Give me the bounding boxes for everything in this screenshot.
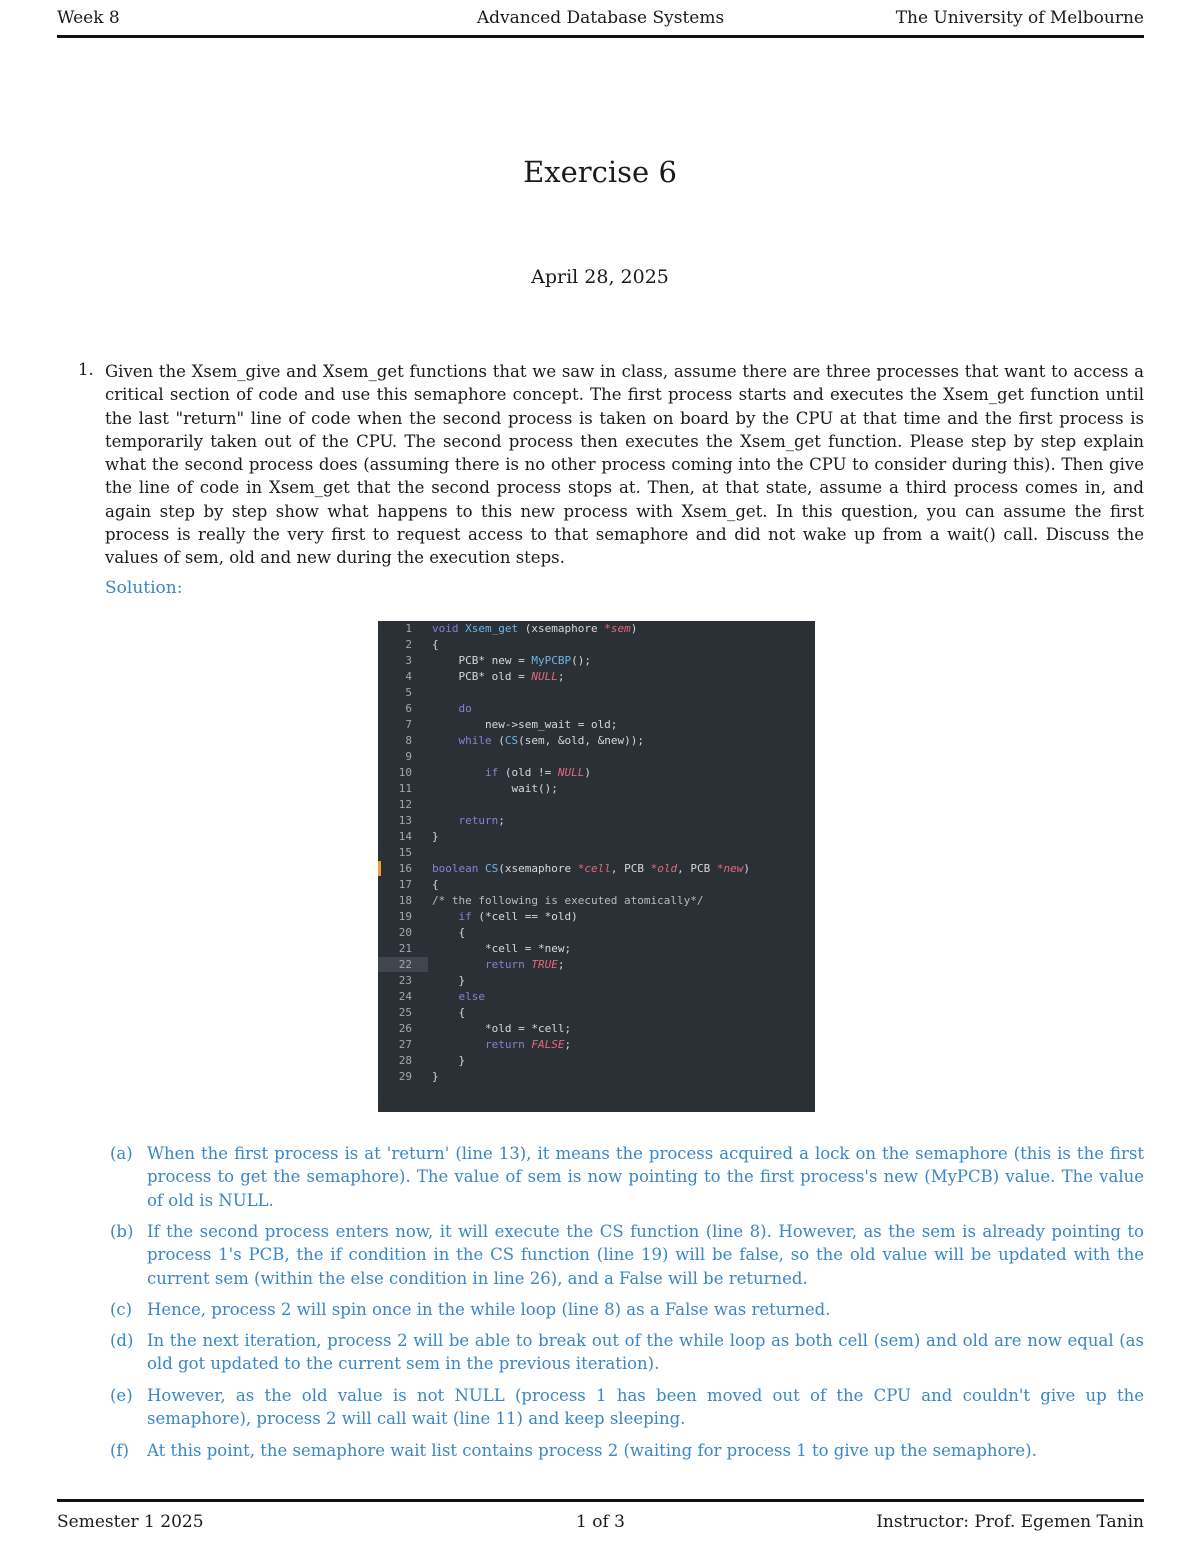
part-text: At this point, the semaphore wait list contains process 2 (waiting for process 1 to give up the semaphore). — [147, 1441, 1037, 1460]
footer-rule — [57, 1499, 1144, 1502]
line-number: 4 — [405, 670, 412, 683]
page-title: Exercise 6 — [523, 155, 677, 189]
code-line: boolean CS(xsemaphore *cell, PCB *old, PCB *new) — [432, 862, 750, 875]
code-line: PCB* old = NULL; — [432, 670, 565, 683]
part-text: In the next iteration, process 2 will be able to break out of the while loop as both cell (sem) and old are now equal (as old got updated to the current sem in the previous iteration). — [147, 1331, 1144, 1374]
line-number: 17 — [398, 878, 412, 891]
footer-page-number: 1 of 3 — [576, 1512, 625, 1532]
line-number: 22 — [398, 958, 412, 971]
part-label: (a) — [110, 1144, 133, 1163]
line-number: 24 — [398, 990, 412, 1003]
line-number: 14 — [398, 830, 412, 843]
header-university: The University of Melbourne — [895, 8, 1144, 28]
line-number: 3 — [405, 654, 412, 667]
page-header — [57, 8, 1144, 32]
part-text: However, as the old value is not NULL (process 1 has been moved out of the CPU and couldn't give up the semaphore), process 2 will call wait (line 11) and keep sleeping. — [147, 1386, 1144, 1429]
footer-semester: Semester 1 2025 — [57, 1512, 204, 1532]
page-footer — [57, 1512, 1144, 1536]
line-number: 12 — [398, 798, 412, 811]
code-line: else — [432, 990, 485, 1003]
code-line: return TRUE; — [432, 958, 565, 971]
line-number: 28 — [398, 1054, 412, 1067]
footer-instructor: Instructor: Prof. Egemen Tanin — [876, 1512, 1144, 1532]
line-number: 15 — [398, 846, 412, 859]
code-line: new->sem_wait = old; — [432, 718, 618, 731]
line-number: 20 — [398, 926, 412, 939]
line-number: 23 — [398, 974, 412, 987]
code-line: } — [432, 1070, 439, 1083]
code-line: { — [432, 926, 466, 939]
header-week: Week 8 — [57, 8, 120, 28]
code-line: do — [432, 702, 472, 715]
solution-label: Solution: — [105, 578, 183, 598]
line-number: 25 — [398, 1006, 412, 1019]
code-line: } — [432, 1054, 466, 1067]
line-number: 29 — [398, 1070, 412, 1083]
line-number: 27 — [398, 1038, 412, 1051]
question-number: 1. — [78, 360, 94, 379]
line-number: 5 — [405, 686, 412, 699]
line-number: 26 — [398, 1022, 412, 1035]
code-line: return; — [432, 814, 505, 827]
code-line: wait(); — [432, 782, 558, 795]
code-line: { — [432, 638, 439, 651]
line-number: 18 — [398, 894, 412, 907]
code-screenshot — [378, 621, 815, 1112]
part-label: (e) — [110, 1386, 133, 1405]
code-line: PCB* new = MyPCBP(); — [432, 654, 591, 667]
part-label: (d) — [110, 1331, 134, 1350]
code-line: while (CS(sem, &old, &new)); — [432, 734, 644, 747]
part-label: (c) — [110, 1300, 133, 1319]
question-text: Given the Xsem_give and Xsem_get functions that we saw in class, assume there are three processes that want to access a critical section of code and use this semaphore concept. The first process starts and executes the Xsem_get function until the last "return" line of code when the second process is taken on board by the CPU at that time and the first process is temporarily taken out of the CPU. The second process then executes the Xsem_get function. Please step by step explain what the second process does (assuming there is no other process coming into the CPU to consider during this). Then give the line of code in Xsem_get that the second process stops at. Then, at that state, assume a third process comes in, and again step by step show what happens to this new process with Xsem_get. In this question, you can assume the first process is really the very first to request access to that semaphore and did not wake up from a wait() call. Discuss the values of sem, old and new during the execution steps. — [105, 362, 1144, 568]
code-line: if (*cell == *old) — [432, 910, 578, 923]
line-number: 11 — [398, 782, 412, 795]
header-course: Advanced Database Systems — [476, 8, 725, 28]
line-number: 19 — [398, 910, 412, 923]
line-number: 10 — [398, 766, 412, 779]
line-number: 16 — [398, 862, 412, 875]
code-comment: /* the following is executed atomically*/ — [432, 894, 704, 907]
line-number: 6 — [405, 702, 412, 715]
line-number: 9 — [405, 750, 412, 763]
part-label: (f) — [110, 1441, 129, 1460]
code-line: } — [432, 830, 439, 843]
line-number: 8 — [405, 734, 412, 747]
line-number: 1 — [405, 622, 412, 635]
code-line: void Xsem_get (xsemaphore *sem) — [432, 622, 638, 635]
page-date: April 28, 2025 — [531, 266, 669, 288]
code-line: } — [432, 974, 466, 987]
part-text: Hence, process 2 will spin once in the while loop (line 8) as a False was returned. — [147, 1300, 831, 1319]
code-line: return FALSE; — [432, 1038, 572, 1051]
part-text: If the second process enters now, it will execute the CS function (line 8). However, as the sem is already pointing to process 1's PCB, the if condition in the CS function (line 19) will be false, so the old value will be updated with the current sem (within the else condition in line 26), and a False will be returned. — [147, 1222, 1144, 1288]
header-rule — [57, 35, 1144, 38]
code-line: *cell = *new; — [432, 942, 572, 955]
code-line: { — [432, 878, 439, 891]
part-label: (b) — [110, 1222, 134, 1241]
code-line: if (old != NULL) — [432, 766, 591, 779]
line-number: 21 — [398, 942, 412, 955]
line-number: 7 — [405, 718, 412, 731]
code-line: { — [432, 1006, 466, 1019]
part-text: When the first process is at 'return' (line 13), it means the process acquired a lock on the semaphore (this is the first process to get the semaphore). The value of sem is now pointing to the first process's new (MyPCB) value. The value of old is NULL. — [147, 1144, 1144, 1210]
line-number: 13 — [398, 814, 412, 827]
code-line: *old = *cell; — [432, 1022, 572, 1035]
line-number: 2 — [405, 638, 412, 651]
